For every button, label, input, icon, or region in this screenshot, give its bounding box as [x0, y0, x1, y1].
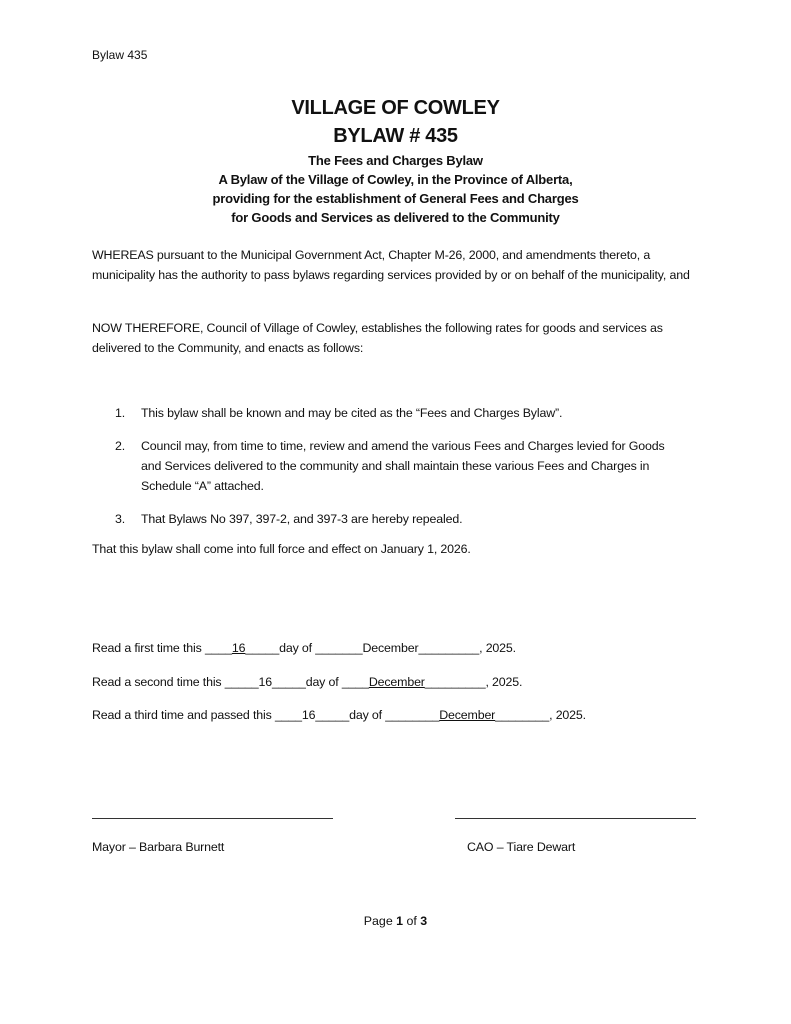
blank: _____ [245, 641, 280, 655]
subtitle-bylaw-name: The Fees and Charges Bylaw [308, 153, 483, 168]
blank: _____ [271, 675, 306, 689]
reading-label: Read a first time this [92, 641, 205, 655]
effective-date-statement: That this bylaw shall come into full force and effect on January 1, 2026. [92, 542, 471, 556]
blank: _________ [418, 641, 480, 655]
reading-month: December [362, 641, 419, 655]
day-of-label: day of [305, 675, 342, 689]
page-number [0, 914, 791, 928]
blank: ____ [341, 675, 369, 689]
reading-third [92, 708, 586, 722]
blank: ________ [385, 708, 440, 722]
title-bylaw-number: BYLAW # 435 [333, 125, 458, 147]
list-text: This bylaw shall be known and may be cited as the “Fees and Charges Bylaw”. [141, 406, 563, 420]
blank: ____ [204, 641, 232, 655]
now-therefore-paragraph: NOW THEREFORE, Council of Village of Cowley, establishes the following rates for goods and services as delivered to the Community, and enacts as follows: [92, 321, 663, 355]
subtitle-line-3: providing for the establishment of General Fees and Charges [212, 191, 579, 206]
signatory-cao: CAO – Tiare Dewart [467, 840, 576, 854]
signatory-mayor: Mayor – Barbara Burnett [92, 840, 225, 854]
subtitle-line-4: for Goods and Services as delivered to the Community [231, 210, 560, 225]
list-text: Council may, from time to time, review and amend the various Fees and Charges levied for Goods and Services delivered to the community and shall maintain these various Fees and Charges in Schedule “A” attached. [141, 439, 665, 493]
blank: _____ [315, 708, 350, 722]
reading-year: , 2025. [549, 708, 586, 722]
list-item [115, 509, 675, 529]
total-pages: 3 [420, 914, 428, 928]
running-header: Bylaw 435 [92, 48, 148, 62]
signature-line-mayor [92, 818, 333, 819]
list-text: That Bylaws No 397, 397-2, and 397-3 are hereby repealed. [141, 512, 463, 526]
signature-line-cao [455, 818, 696, 819]
day-of-label: day of [279, 641, 316, 655]
title-village: VILLAGE OF COWLEY [291, 97, 500, 119]
reading-second [92, 675, 522, 689]
subtitle-line-2: A Bylaw of the Village of Cowley, in the Province of Alberta, [218, 172, 573, 187]
reading-day: 16 [301, 708, 316, 722]
whereas-paragraph: WHEREAS pursuant to the Municipal Government Act, Chapter M-26, 2000, and amendments thereto, a municipality has the authority to pass bylaws regarding services provided by or on behalf of the municipality, and [92, 248, 690, 282]
list-number: 1. [115, 406, 126, 420]
blank: ________ [495, 708, 550, 722]
reading-year: , 2025. [485, 675, 523, 689]
page-label: Page [363, 914, 397, 928]
blank: _______ [315, 641, 363, 655]
reading-label: Read a third time and passed this [92, 708, 275, 722]
list-item [115, 403, 675, 423]
blank: ____ [274, 708, 302, 722]
list-number: 3. [115, 512, 126, 526]
day-of-label: day of [349, 708, 386, 722]
blank: _____ [224, 675, 259, 689]
reading-month: December [439, 708, 496, 722]
list-number: 2. [115, 439, 126, 453]
reading-day: 16 [258, 675, 272, 689]
current-page: 1 [396, 914, 404, 928]
reading-year: , 2025. [479, 641, 516, 655]
reading-day: 16 [231, 641, 246, 655]
reading-month: December [368, 675, 425, 689]
reading-label: Read a second time this [92, 675, 225, 689]
reading-first [92, 641, 516, 655]
blank: _________ [424, 675, 486, 689]
list-item [115, 436, 675, 496]
page-of-label: of [403, 914, 421, 928]
